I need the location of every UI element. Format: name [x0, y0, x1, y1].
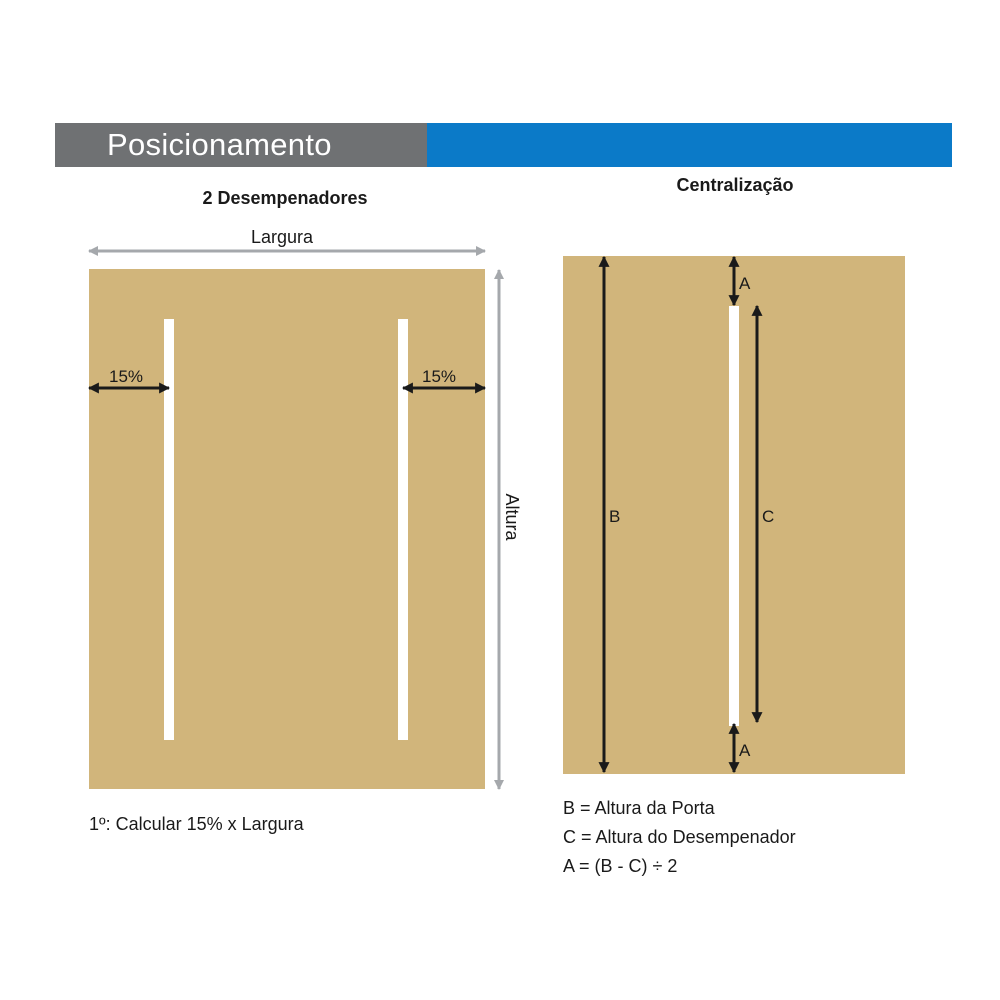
width-label: Largura	[250, 227, 314, 247]
right-offset-label: 15%	[421, 367, 457, 386]
right-stabilizer-slot	[398, 319, 408, 740]
label-b: B	[609, 507, 621, 526]
legend-b: B = Altura da Porta	[563, 798, 715, 818]
left-stabilizer-slot	[164, 319, 174, 740]
label-c: C	[762, 507, 775, 526]
height-label: Altura	[502, 493, 522, 541]
label-a-top: A	[739, 274, 751, 293]
legend-c: C = Altura do Desempenador	[563, 827, 796, 847]
calculation-note: 1º: Calcular 15% x Largura	[89, 814, 304, 834]
right-panel-heading: Centralização	[676, 175, 794, 195]
label-a-bottom: A	[739, 741, 751, 760]
left-panel-heading: 2 Desempenadores	[202, 188, 368, 208]
section-title: Posicionamento	[55, 123, 427, 167]
left-door-panel	[89, 269, 485, 789]
left-offset-label: 15%	[108, 367, 144, 386]
legend-a: A = (B - C) ÷ 2	[563, 856, 678, 876]
centered-stabilizer-slot	[729, 306, 739, 726]
